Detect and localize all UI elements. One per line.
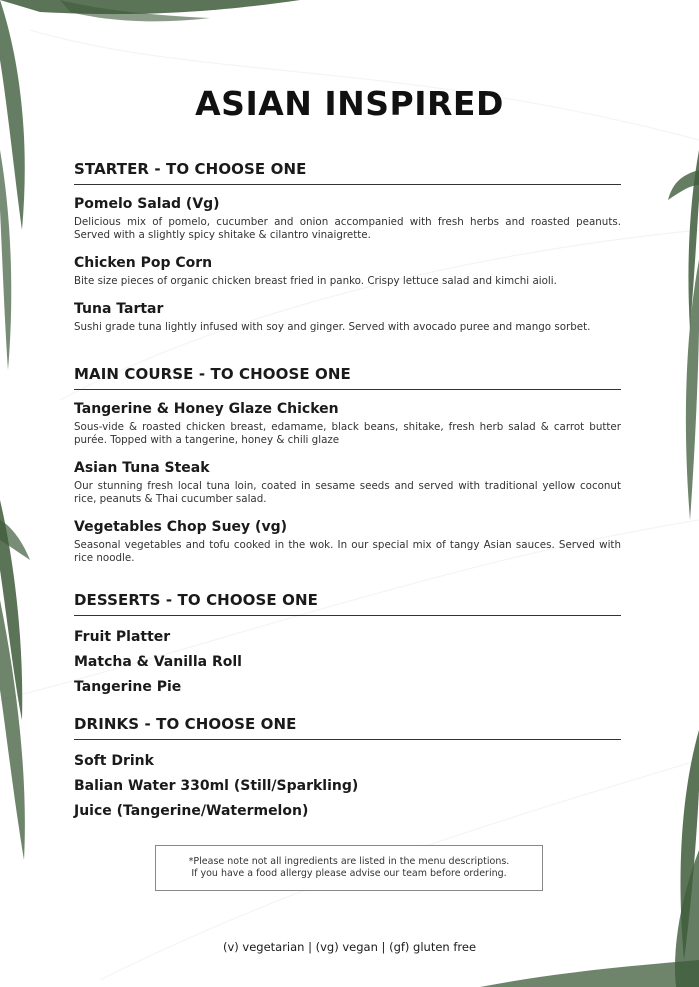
dessert-item: Tangerine Pie bbox=[74, 679, 182, 695]
dessert-item: Fruit Platter bbox=[74, 629, 171, 645]
drinks-section bbox=[74, 715, 621, 827]
notice-line: If you have a food allergy please advise our team before ordering. bbox=[191, 868, 507, 879]
item-description: Sushi grade tuna lightly infused with soy and ginger. Served with avocado puree and mango sorbet. bbox=[74, 321, 591, 333]
section-heading: MAIN COURSE - TO CHOOSE ONE bbox=[74, 365, 621, 390]
section-heading: DESSERTS - TO CHOOSE ONE bbox=[74, 591, 621, 616]
item-description: Delicious mix of pomelo, cucumber and onion accompanied with fresh herbs and roasted peanuts. Served with a slightly spicy shitake & cilantro vinaigrette. bbox=[74, 216, 621, 241]
drink-item: Balian Water 330ml (Still/Sparkling) bbox=[74, 778, 359, 794]
item-name: Pomelo Salad (Vg) bbox=[74, 196, 220, 212]
notice-line: *Please note not all ingredients are listed in the menu descriptions. bbox=[188, 856, 510, 867]
item-name: Tuna Tartar bbox=[74, 301, 164, 317]
section-heading: STARTER - TO CHOOSE ONE bbox=[74, 160, 621, 185]
diet-legend: (v) vegetarian | (vg) vegan | (gf) gluten free bbox=[222, 940, 477, 954]
menu-item bbox=[74, 459, 621, 506]
menu-item bbox=[74, 300, 621, 334]
allergy-notice bbox=[155, 845, 543, 891]
item-description: Bite size pieces of organic chicken breast fried in panko. Crispy lettuce salad and kimchi aioli. bbox=[74, 275, 557, 287]
item-name: Vegetables Chop Suey (vg) bbox=[74, 519, 287, 535]
page-title: ASIAN INSPIRED bbox=[195, 84, 504, 123]
menu-item bbox=[74, 195, 621, 242]
menu-item bbox=[74, 518, 621, 565]
item-name: Chicken Pop Corn bbox=[74, 255, 213, 271]
dessert-item: Matcha & Vanilla Roll bbox=[74, 654, 242, 670]
item-description: Our stunning fresh local tuna loin, coated in sesame seeds and served with traditional yellow coconut rice, peanuts & Thai cucumber salad. bbox=[74, 480, 621, 505]
item-description: Sous-vide & roasted chicken breast, edamame, black beans, shitake, fresh herb salad & carrot butter purée. Topped with a tangerine, honey & chili glaze bbox=[74, 421, 621, 446]
starter-section bbox=[74, 160, 621, 346]
main-course-section bbox=[74, 365, 621, 577]
item-description: Seasonal vegetables and tofu cooked in the wok. In our special mix of tangy Asian sauces. Served with rice noodle. bbox=[74, 539, 621, 564]
item-name: Tangerine & Honey Glaze Chicken bbox=[74, 401, 339, 417]
desserts-section bbox=[74, 591, 621, 703]
drink-item: Juice (Tangerine/Watermelon) bbox=[74, 803, 309, 819]
menu-item bbox=[74, 254, 621, 288]
item-name: Asian Tuna Steak bbox=[74, 460, 210, 476]
menu-item bbox=[74, 400, 621, 447]
section-heading: DRINKS - TO CHOOSE ONE bbox=[74, 715, 621, 740]
drink-item: Soft Drink bbox=[74, 753, 154, 769]
